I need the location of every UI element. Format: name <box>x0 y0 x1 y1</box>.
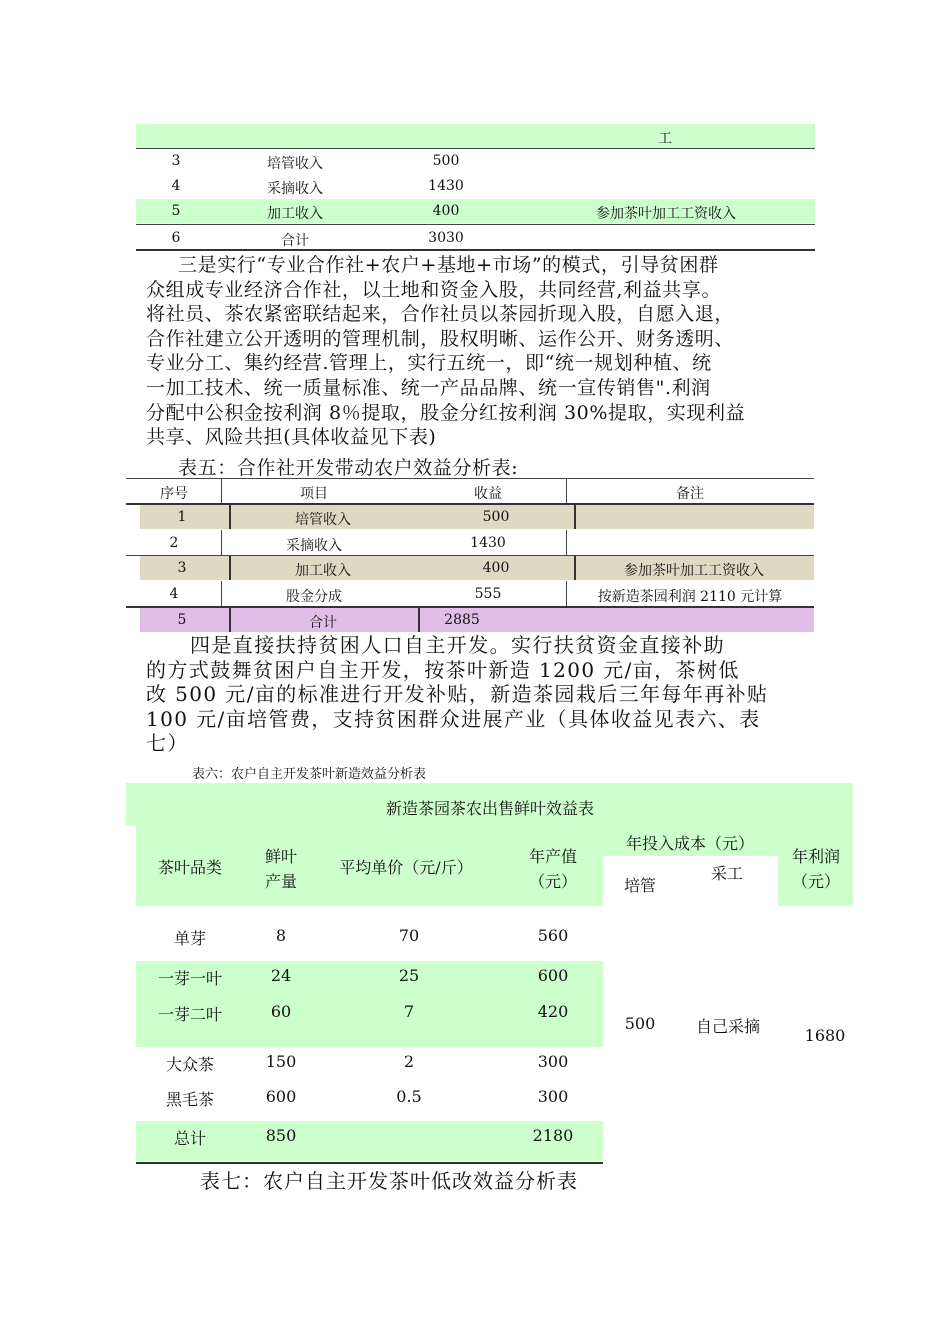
divider <box>221 581 222 606</box>
table6-header-value-line1: 年产值 <box>528 847 578 866</box>
divider <box>566 530 567 555</box>
table5-row3-item: 加工收入 <box>295 563 351 579</box>
table6-header-cost-pick: 采工 <box>710 864 744 883</box>
table6-row1-variety: 单芽 <box>173 929 207 948</box>
table6-row5-price: 0.5 <box>396 1087 422 1106</box>
paragraph-line: 分配中公积金按利润 8％提取，股金分红按利润 30%提取，实现利益 <box>146 401 746 424</box>
table4-row4-income: 1430 <box>428 178 464 194</box>
table5-row5-income: 2885 <box>444 612 480 628</box>
table4-row4-item: 采摘收入 <box>267 181 323 197</box>
table5-header-no: 序号 <box>160 486 188 502</box>
paragraph-line: 四是直接扶持贫困人口自主开发。实行扶贫资金直接补助 <box>190 633 725 657</box>
table4-row6-income: 3030 <box>428 230 464 246</box>
divider <box>229 608 231 632</box>
table6-row3-yield: 60 <box>270 1002 292 1021</box>
paragraph-line: 合作社建立公开透明的管理机制，股权明晰、运作公开、财务透明、 <box>146 327 735 350</box>
table4-bottom-border <box>136 249 815 251</box>
table5-row4-income: 555 <box>474 586 502 602</box>
paragraph-line: 的方式鼓舞贫困户自主开发，按茶叶新造 1200 元/亩，茶树低 <box>146 657 740 682</box>
table6-row5-variety: 黑毛茶 <box>165 1090 215 1109</box>
paragraph-line: 将社员、茶农紧密联结起来，合作社员以茶园折现入股，自愿入退， <box>146 303 735 326</box>
table6-header-yield-line2: 产量 <box>264 872 298 891</box>
table5-row3-income: 400 <box>482 560 510 576</box>
divider <box>229 556 231 580</box>
paragraph-line: 众组成专业经济合作社，以土地和资金入股，共同经营,利益共享。 <box>146 278 722 301</box>
paragraph-line: 改 500 元/亩的标准进行开发补贴，新造茶园栽后三年每年再补贴 <box>146 682 769 707</box>
table5-row2-income: 1430 <box>470 535 506 551</box>
paragraph-line: 三是实行“专业合作社+农户+基地+市场”的模式，引导贫困群 <box>178 254 719 276</box>
table6-merged-pick: 自己采摘 <box>695 1017 761 1036</box>
table6-row3-variety: 一芽二叶 <box>157 1005 223 1024</box>
divider <box>136 224 815 225</box>
divider <box>574 505 576 529</box>
divider <box>418 608 420 632</box>
table6-row3-value: 420 <box>537 1002 569 1021</box>
table6-row1-value: 560 <box>537 926 569 945</box>
table6-bottom-border <box>136 1162 603 1164</box>
paragraph-line: 七） <box>146 731 189 756</box>
table6-row4-price: 2 <box>403 1052 415 1071</box>
table5-row4-no: 4 <box>169 586 179 602</box>
table6-header-cost-manage: 培管 <box>623 876 657 895</box>
paragraph-three <box>146 253 745 450</box>
table6-header-cost: 年投入成本（元） <box>625 834 755 853</box>
paragraph-line: 共享、风险共担(具体收益见下表) <box>146 426 437 449</box>
table6-row2-yield: 24 <box>270 966 292 985</box>
table5-row1-bg <box>140 505 814 529</box>
table6-header-profit-line2: （元） <box>791 872 841 891</box>
table6-merged-manage: 500 <box>624 1014 656 1033</box>
divider <box>566 581 567 606</box>
table7-caption: 表七：农户自主开发茶叶低改效益分析表 <box>200 1169 578 1193</box>
table5-row5-no: 5 <box>177 612 187 628</box>
divider <box>136 148 815 149</box>
table6-header-variety: 茶叶品类 <box>157 858 223 877</box>
table6-row4-value: 300 <box>537 1052 569 1071</box>
table4-row3-no: 3 <box>171 153 181 169</box>
table5-top-border <box>126 478 814 479</box>
table6-merged-profit: 1680 <box>804 1026 846 1045</box>
table5-row1-no: 1 <box>177 509 187 525</box>
paragraph-line: 专业分工、集约经营.管理上，实行五统一，即“统一规划种植、统 <box>146 352 712 375</box>
table6-row5-value: 300 <box>537 1087 569 1106</box>
table5-row1-item: 培管收入 <box>295 512 351 528</box>
table6-row4-variety: 大众茶 <box>165 1055 215 1074</box>
table5-header-item: 项目 <box>300 486 328 502</box>
table6-caption: 表六：农户自主开发茶叶新造效益分析表 <box>192 767 427 782</box>
table4-row6-no: 6 <box>171 230 181 246</box>
table5-row1-income: 500 <box>482 509 510 525</box>
paragraph-four <box>146 633 768 756</box>
table5-row3-note: 参加茶叶加工工资收入 <box>624 563 764 579</box>
table6-row2-value: 600 <box>537 966 569 985</box>
table4-row3-income: 500 <box>432 153 460 169</box>
table5-header-income: 收益 <box>474 486 502 502</box>
table6-total-label: 总计 <box>173 1129 207 1148</box>
table6-header-profit-line1: 年利润 <box>791 847 841 866</box>
paragraph-line: 一加工技术、统一质量标准、统一产品品牌、统一宣传销售".利润 <box>146 376 711 399</box>
table5-header-note: 备注 <box>676 486 704 502</box>
table4-row5-item: 加工收入 <box>267 206 323 222</box>
paragraph-line: 100 元/亩培管费，支持贫困群众进展产业（具体收益见表六、表 <box>146 706 761 731</box>
table6-title: 新造茶园茶农出售鲜叶效益表 <box>385 799 595 818</box>
table6-total-yield: 850 <box>265 1126 297 1145</box>
table6-row1-yield: 8 <box>275 926 287 945</box>
table6-row4-yield: 150 <box>265 1052 297 1071</box>
table4-row5-note: 参加茶叶加工工资收入 <box>596 206 736 222</box>
divider <box>221 478 222 504</box>
divider <box>574 556 576 580</box>
divider <box>566 478 567 504</box>
divider <box>229 505 231 529</box>
table5-caption: 表五：合作社开发带动农户效益分析表: <box>178 457 519 479</box>
table5-row2-no: 2 <box>169 535 179 551</box>
table6-row3-price: 7 <box>403 1002 415 1021</box>
table6-header-value-line2: （元） <box>528 872 578 891</box>
table5-row5-item: 合计 <box>309 615 337 631</box>
table6-row2-price: 25 <box>398 966 420 985</box>
table5-row4-note: 按新造茶园利润 2110 元计算 <box>597 589 783 605</box>
table4-row5-income: 400 <box>432 203 460 219</box>
table4-row6-item: 合计 <box>281 233 309 249</box>
table6-header-yield-line1: 鲜叶 <box>264 847 298 866</box>
table5-row4-item: 股金分成 <box>286 589 342 605</box>
table4-row5-no: 5 <box>171 203 181 219</box>
table6-row1-price: 70 <box>398 926 420 945</box>
table5-row2-item: 采摘收入 <box>286 538 342 554</box>
table4-row3-item: 培管收入 <box>267 156 323 172</box>
table6-total-value: 2180 <box>532 1126 574 1145</box>
table6-row5-yield: 600 <box>265 1087 297 1106</box>
table5-row3-no: 3 <box>177 560 187 576</box>
table4-top-row <box>136 124 815 148</box>
divider <box>221 530 222 555</box>
table6-header-price: 平均单价（元/斤） <box>339 858 473 877</box>
table6-row2-variety: 一芽一叶 <box>157 969 223 988</box>
table4-top-remark: 工 <box>658 131 672 147</box>
table4-row4-no: 4 <box>171 178 181 194</box>
